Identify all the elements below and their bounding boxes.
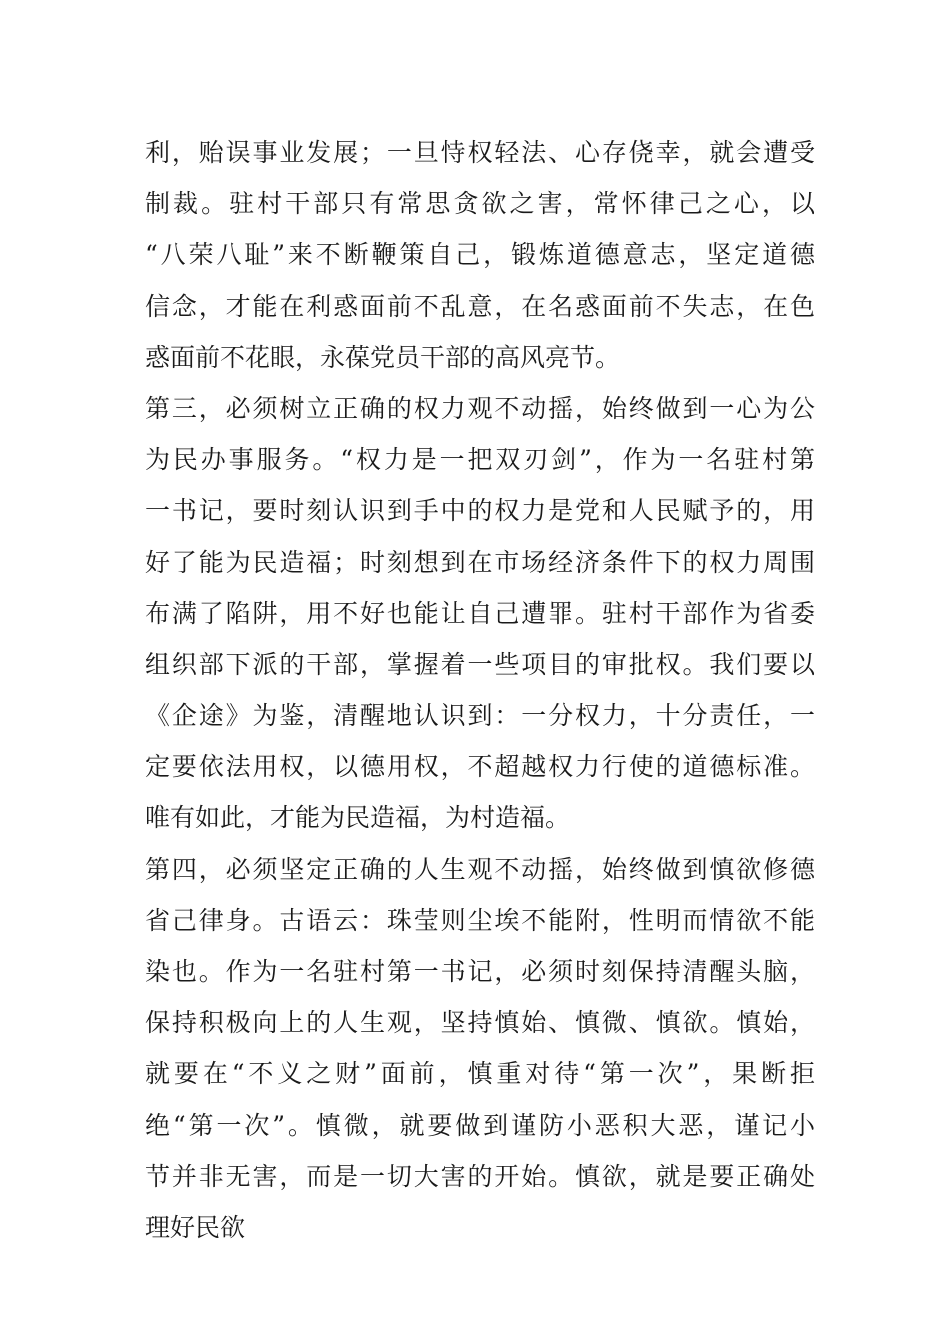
text-line: 信念，才能在利惑面前不乱意，在名惑面前不失志，在色 [145, 291, 815, 321]
text-line: 布满了陷阱，用不好也能让自己遭罪。驻村干部作为省委 [145, 598, 815, 628]
text-line: 定要依法用权，以德用权，不超越权力行使的道德标准。 [145, 752, 815, 782]
text-line: 利，贻误事业发展；一旦恃权轻法、心存侥幸，就会遭受 [145, 138, 815, 167]
text-line: 组织部下派的干部，掌握着一些项目的审批权。我们要以 [145, 649, 815, 679]
text-line: 制裁。驻村干部只有常思贪欲之害，常怀律己之心，以 [145, 189, 815, 219]
text-line: 为民办事服务。“权力是一把双刃剑”，作为一名驻村第 [145, 445, 815, 475]
text-line: 染也。作为一名驻村第一书记，必须时刻保持清醒头脑， [145, 957, 815, 986]
text-line: 就要在“不义之财”面前，慎重对待“第一次”，果断拒 [145, 1059, 815, 1089]
text-line: 第三，必须树立正确的权力观不动摇，始终做到一心为公 [145, 393, 815, 423]
text-line: “八荣八耻”来不断鞭策自己，锻炼道德意志，坚定道德 [145, 240, 815, 270]
text-line: 节并非无害，而是一切大害的开始。慎欲，就是要正确处 [145, 1161, 815, 1191]
text-line: 《企途》为鉴，清醒地认识到：一分权力，十分责任，一 [145, 701, 815, 731]
text-line: 唯有如此，才能为民造福，为村造福。 [145, 803, 571, 833]
text-line: 省己律身。古语云：珠莹则尘埃不能附，性明而情欲不能 [145, 905, 815, 935]
text-line: 好了能为民造福；时刻想到在市场经济条件下的权力周围 [145, 547, 815, 577]
text-line: 一书记，要时刻认识到手中的权力是党和人民赋予的，用 [145, 496, 815, 526]
body-text [145, 127, 815, 1253]
text-line: 理好民欲 [145, 1212, 246, 1242]
text-line: 惑面前不花眼，永葆党员干部的高风亮节。 [145, 342, 621, 372]
text-line: 绝“第一次”。慎微，就要做到谨防小恶积大恶，谨记小 [145, 1110, 815, 1140]
text-line: 保持积极向上的人生观，坚持慎始、慎微、慎欲。慎始， [145, 1008, 815, 1038]
text-line: 第四，必须坚定正确的人生观不动摇，始终做到慎欲修德 [145, 854, 815, 884]
